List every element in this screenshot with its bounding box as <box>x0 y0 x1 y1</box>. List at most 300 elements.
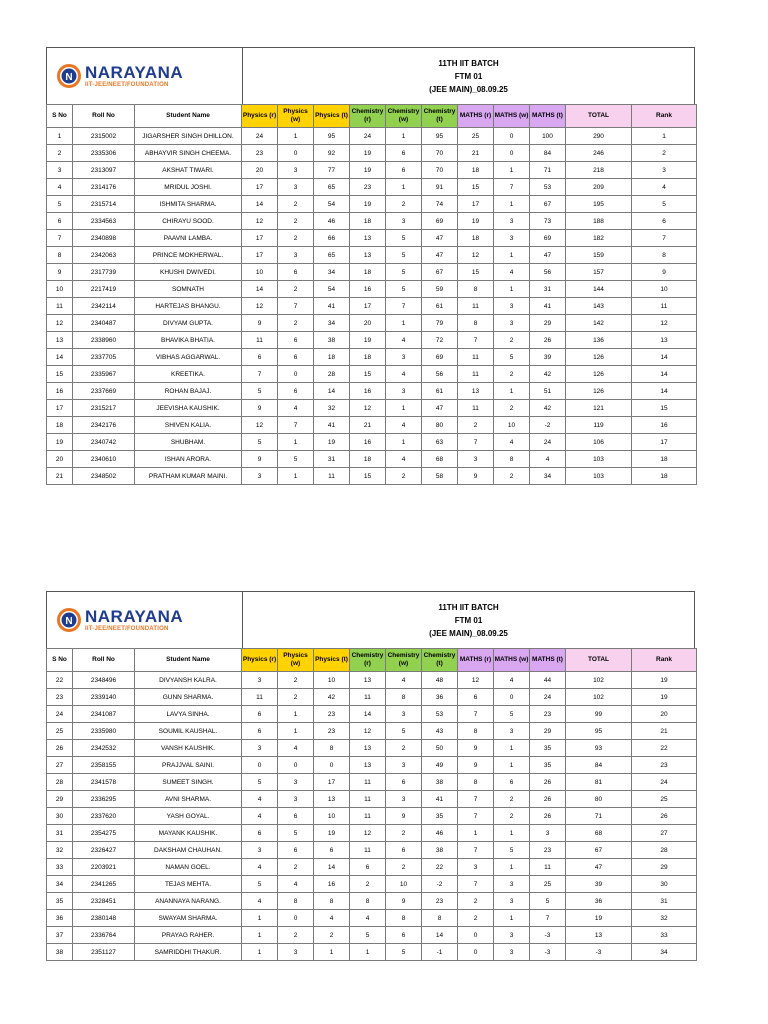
cell-roll-no: 2358155 <box>73 757 135 774</box>
cell-chemistry-r: 24 <box>350 128 386 145</box>
table-row <box>47 468 697 485</box>
cell-total: 95 <box>566 723 632 740</box>
cell-total: 182 <box>566 230 632 247</box>
cell-chemistry-t: 47 <box>422 247 458 264</box>
cell-chemistry-w: 7 <box>386 298 422 315</box>
cell-student-name: AKSHAT TIWARI. <box>135 162 242 179</box>
cell-maths-w: 0 <box>494 689 530 706</box>
cell-maths-t: 53 <box>530 179 566 196</box>
cell-chemistry-r: 1 <box>350 944 386 961</box>
cell-maths-w: 4 <box>494 672 530 689</box>
table-row <box>47 366 697 383</box>
cell-total: -3 <box>566 944 632 961</box>
table-row <box>47 264 697 281</box>
cell-physics-r: 20 <box>242 162 278 179</box>
cell-chemistry-r: 8 <box>350 893 386 910</box>
cell-physics-r: 14 <box>242 281 278 298</box>
cell-maths-r: 13 <box>458 383 494 400</box>
cell-chemistry-r: 16 <box>350 281 386 298</box>
cell-student-name: PRATHAM KUMAR MAINI. <box>135 468 242 485</box>
cell-maths-t: 7 <box>530 910 566 927</box>
cell-physics-t: 11 <box>314 468 350 485</box>
cell-physics-t: 14 <box>314 383 350 400</box>
cell-sno: 34 <box>47 876 73 893</box>
cell-roll-no: 2313097 <box>73 162 135 179</box>
cell-maths-w: 5 <box>494 842 530 859</box>
table-row <box>47 400 697 417</box>
header-physics-t: Physics (t) <box>314 105 350 128</box>
result-sheet-2 <box>46 591 695 961</box>
cell-sno: 16 <box>47 383 73 400</box>
cell-maths-w: 1 <box>494 383 530 400</box>
cell-roll-no: 2334563 <box>73 213 135 230</box>
cell-maths-w: 4 <box>494 434 530 451</box>
cell-student-name: HARTEJAS BHANGU. <box>135 298 242 315</box>
cell-physics-t: 2 <box>314 927 350 944</box>
table-row <box>47 213 697 230</box>
cell-physics-w: 6 <box>278 383 314 400</box>
cell-rank: 33 <box>632 927 697 944</box>
cell-maths-r: 2 <box>458 417 494 434</box>
cell-physics-t: 0 <box>314 757 350 774</box>
cell-chemistry-r: 11 <box>350 774 386 791</box>
cell-chemistry-w: 3 <box>386 791 422 808</box>
cell-total: 157 <box>566 264 632 281</box>
cell-maths-r: 1 <box>458 825 494 842</box>
cell-rank: 1 <box>632 128 697 145</box>
cell-chemistry-t: 48 <box>422 672 458 689</box>
cell-total: 126 <box>566 366 632 383</box>
cell-physics-w: 7 <box>278 417 314 434</box>
header-chemistry-t: Chemistry (t) <box>422 649 458 672</box>
cell-student-name: SOMNATH <box>135 281 242 298</box>
cell-rank: 3 <box>632 162 697 179</box>
cell-maths-r: 3 <box>458 859 494 876</box>
cell-physics-t: 54 <box>314 281 350 298</box>
cell-maths-r: 18 <box>458 162 494 179</box>
cell-student-name: PRINCE MOKHERWAL. <box>135 247 242 264</box>
cell-roll-no: 2351127 <box>73 944 135 961</box>
cell-maths-t: 42 <box>530 366 566 383</box>
cell-student-name: CHIRAYU SOOD. <box>135 213 242 230</box>
cell-student-name: JEEVISHA KAUSHIK. <box>135 400 242 417</box>
cell-chemistry-t: 49 <box>422 757 458 774</box>
cell-physics-w: 0 <box>278 366 314 383</box>
logo-cell <box>47 48 243 104</box>
cell-physics-t: 8 <box>314 893 350 910</box>
cell-physics-t: 92 <box>314 145 350 162</box>
narayana-emblem-icon <box>56 607 82 633</box>
cell-maths-r: 11 <box>458 366 494 383</box>
cell-sno: 35 <box>47 893 73 910</box>
cell-chemistry-t: 63 <box>422 434 458 451</box>
table-row <box>47 842 697 859</box>
cell-physics-r: 0 <box>242 757 278 774</box>
cell-chemistry-r: 19 <box>350 332 386 349</box>
header-maths-r: MATHS (r) <box>458 105 494 128</box>
cell-physics-w: 1 <box>278 434 314 451</box>
header-roll-no: Roll No <box>73 649 135 672</box>
cell-total: 47 <box>566 859 632 876</box>
cell-roll-no: 2315002 <box>73 128 135 145</box>
header-maths-w: MATHS (w) <box>494 105 530 128</box>
cell-physics-t: 95 <box>314 128 350 145</box>
table-row <box>47 128 697 145</box>
cell-chemistry-r: 2 <box>350 876 386 893</box>
cell-chemistry-t: 22 <box>422 859 458 876</box>
cell-chemistry-w: 1 <box>386 128 422 145</box>
cell-maths-w: 6 <box>494 774 530 791</box>
cell-rank: 17 <box>632 434 697 451</box>
cell-maths-r: 8 <box>458 723 494 740</box>
cell-maths-r: 11 <box>458 349 494 366</box>
cell-physics-w: 5 <box>278 825 314 842</box>
cell-chemistry-r: 23 <box>350 179 386 196</box>
cell-rank: 14 <box>632 366 697 383</box>
cell-chemistry-w: 3 <box>386 383 422 400</box>
cell-student-name: VIBHAS AGGARWAL. <box>135 349 242 366</box>
cell-total: 68 <box>566 825 632 842</box>
cell-physics-t: 65 <box>314 179 350 196</box>
table-row <box>47 757 697 774</box>
cell-roll-no: 2342532 <box>73 740 135 757</box>
exam-date-title: (JEE MAIN)_08.09.25 <box>429 84 508 94</box>
header-rank: Rank <box>632 649 697 672</box>
cell-physics-t: 1 <box>314 944 350 961</box>
cell-roll-no: 2315714 <box>73 196 135 213</box>
cell-total: 102 <box>566 672 632 689</box>
cell-student-name: NAMAN GOEL. <box>135 859 242 876</box>
cell-maths-w: 0 <box>494 128 530 145</box>
cell-sno: 6 <box>47 213 73 230</box>
cell-maths-w: 2 <box>494 468 530 485</box>
cell-roll-no: 2315217 <box>73 400 135 417</box>
cell-chemistry-r: 11 <box>350 689 386 706</box>
cell-total: 93 <box>566 740 632 757</box>
cell-maths-w: 1 <box>494 757 530 774</box>
batch-title: 11TH IIT BATCH <box>438 602 499 612</box>
cell-physics-r: 5 <box>242 876 278 893</box>
table-row <box>47 145 697 162</box>
table-row <box>47 451 697 468</box>
cell-physics-w: 4 <box>278 876 314 893</box>
cell-roll-no: 2342176 <box>73 417 135 434</box>
cell-chemistry-t: 50 <box>422 740 458 757</box>
cell-sno: 9 <box>47 264 73 281</box>
cell-maths-w: 5 <box>494 349 530 366</box>
cell-roll-no: 2317739 <box>73 264 135 281</box>
cell-total: 103 <box>566 468 632 485</box>
cell-maths-r: 2 <box>458 910 494 927</box>
table-row <box>47 247 697 264</box>
cell-maths-w: 1 <box>494 162 530 179</box>
cell-physics-r: 9 <box>242 451 278 468</box>
cell-sno: 26 <box>47 740 73 757</box>
table-body <box>47 672 697 961</box>
cell-physics-t: 34 <box>314 315 350 332</box>
cell-student-name: VANSH KAUSHIK. <box>135 740 242 757</box>
cell-maths-w: 1 <box>494 910 530 927</box>
cell-roll-no: 2337620 <box>73 808 135 825</box>
cell-maths-r: 25 <box>458 128 494 145</box>
cell-total: 121 <box>566 400 632 417</box>
cell-chemistry-w: 5 <box>386 281 422 298</box>
cell-roll-no: 2380148 <box>73 910 135 927</box>
cell-maths-t: 73 <box>530 213 566 230</box>
cell-roll-no: 2328451 <box>73 893 135 910</box>
cell-chemistry-w: 4 <box>386 672 422 689</box>
cell-physics-t: 32 <box>314 400 350 417</box>
cell-physics-t: 42 <box>314 689 350 706</box>
cell-physics-r: 17 <box>242 247 278 264</box>
table-row <box>47 417 697 434</box>
cell-physics-t: 77 <box>314 162 350 179</box>
cell-maths-r: 12 <box>458 672 494 689</box>
result-sheet-1 <box>46 47 695 485</box>
cell-chemistry-w: 2 <box>386 468 422 485</box>
cell-physics-t: 4 <box>314 910 350 927</box>
cell-chemistry-r: 18 <box>350 213 386 230</box>
cell-student-name: PAAVNI LAMBA. <box>135 230 242 247</box>
cell-rank: 20 <box>632 706 697 723</box>
cell-chemistry-t: 91 <box>422 179 458 196</box>
header-physics-w: Physics (w) <box>278 105 314 128</box>
cell-rank: 11 <box>632 298 697 315</box>
cell-student-name: ISHMITA SHARMA. <box>135 196 242 213</box>
cell-physics-w: 0 <box>278 145 314 162</box>
cell-physics-r: 1 <box>242 927 278 944</box>
cell-chemistry-w: 9 <box>386 893 422 910</box>
cell-chemistry-t: 8 <box>422 910 458 927</box>
cell-physics-w: 7 <box>278 298 314 315</box>
cell-student-name: DIVYANSH KALRA. <box>135 672 242 689</box>
cell-maths-w: 3 <box>494 298 530 315</box>
cell-maths-w: 3 <box>494 723 530 740</box>
cell-physics-w: 3 <box>278 247 314 264</box>
table-row <box>47 689 697 706</box>
header-physics-r: Physics (r) <box>242 105 278 128</box>
cell-total: 81 <box>566 774 632 791</box>
cell-maths-w: 2 <box>494 366 530 383</box>
cell-maths-r: 9 <box>458 468 494 485</box>
table-row <box>47 774 697 791</box>
cell-chemistry-w: 5 <box>386 264 422 281</box>
cell-physics-r: 3 <box>242 672 278 689</box>
cell-physics-t: 14 <box>314 859 350 876</box>
cell-roll-no: 2340487 <box>73 315 135 332</box>
cell-total: 143 <box>566 298 632 315</box>
cell-chemistry-t: 95 <box>422 128 458 145</box>
cell-chemistry-w: 8 <box>386 910 422 927</box>
cell-rank: 13 <box>632 332 697 349</box>
cell-chemistry-w: 1 <box>386 434 422 451</box>
cell-roll-no: 2340610 <box>73 451 135 468</box>
cell-maths-t: 31 <box>530 281 566 298</box>
cell-roll-no: 2326427 <box>73 842 135 859</box>
cell-maths-w: 2 <box>494 791 530 808</box>
cell-physics-t: 46 <box>314 213 350 230</box>
cell-physics-w: 4 <box>278 740 314 757</box>
cell-physics-r: 23 <box>242 145 278 162</box>
cell-chemistry-w: 1 <box>386 179 422 196</box>
cell-chemistry-r: 18 <box>350 451 386 468</box>
cell-sno: 4 <box>47 179 73 196</box>
cell-chemistry-w: 4 <box>386 451 422 468</box>
cell-maths-w: 1 <box>494 247 530 264</box>
cell-sno: 33 <box>47 859 73 876</box>
cell-chemistry-t: 72 <box>422 332 458 349</box>
cell-student-name: SWAYAM SHARMA. <box>135 910 242 927</box>
cell-maths-w: 0 <box>494 145 530 162</box>
cell-student-name: GUNN SHARMA. <box>135 689 242 706</box>
cell-total: 80 <box>566 791 632 808</box>
cell-maths-r: 7 <box>458 434 494 451</box>
cell-chemistry-w: 6 <box>386 842 422 859</box>
cell-physics-t: 13 <box>314 791 350 808</box>
cell-total: 67 <box>566 842 632 859</box>
cell-roll-no: 2340898 <box>73 230 135 247</box>
cell-maths-t: 26 <box>530 808 566 825</box>
cell-physics-w: 2 <box>278 315 314 332</box>
cell-maths-r: 11 <box>458 298 494 315</box>
sheet-header <box>46 47 695 104</box>
narayana-logo <box>56 63 183 89</box>
cell-roll-no: 2341087 <box>73 706 135 723</box>
cell-chemistry-r: 19 <box>350 196 386 213</box>
cell-chemistry-w: 3 <box>386 349 422 366</box>
table-row <box>47 944 697 961</box>
cell-sno: 10 <box>47 281 73 298</box>
cell-roll-no: 2337705 <box>73 349 135 366</box>
cell-roll-no: 2337669 <box>73 383 135 400</box>
cell-roll-no: 2341578 <box>73 774 135 791</box>
cell-rank: 34 <box>632 944 697 961</box>
cell-sno: 14 <box>47 349 73 366</box>
table-row <box>47 723 697 740</box>
cell-physics-w: 3 <box>278 162 314 179</box>
cell-rank: 14 <box>632 383 697 400</box>
cell-roll-no: 2341265 <box>73 876 135 893</box>
cell-maths-t: 51 <box>530 383 566 400</box>
cell-student-name: ABHAYVIR SINGH CHEEMA. <box>135 145 242 162</box>
cell-chemistry-w: 5 <box>386 944 422 961</box>
cell-maths-w: 3 <box>494 893 530 910</box>
cell-chemistry-r: 6 <box>350 859 386 876</box>
cell-chemistry-t: 58 <box>422 468 458 485</box>
table-row <box>47 230 697 247</box>
cell-rank: 8 <box>632 247 697 264</box>
cell-chemistry-r: 13 <box>350 740 386 757</box>
cell-sno: 28 <box>47 774 73 791</box>
table-row <box>47 825 697 842</box>
header-physics-t: Physics (t) <box>314 649 350 672</box>
header-student-name: Student Name <box>135 105 242 128</box>
cell-maths-w: 4 <box>494 264 530 281</box>
cell-roll-no: 2336764 <box>73 927 135 944</box>
cell-sno: 37 <box>47 927 73 944</box>
cell-roll-no: 2336295 <box>73 791 135 808</box>
cell-student-name: AVNI SHARMA. <box>135 791 242 808</box>
cell-chemistry-r: 12 <box>350 825 386 842</box>
cell-roll-no: 2314176 <box>73 179 135 196</box>
cell-physics-w: 6 <box>278 808 314 825</box>
cell-maths-t: -2 <box>530 417 566 434</box>
cell-chemistry-t: 43 <box>422 723 458 740</box>
cell-sno: 15 <box>47 366 73 383</box>
cell-physics-w: 5 <box>278 451 314 468</box>
cell-maths-w: 3 <box>494 230 530 247</box>
cell-roll-no: 2335306 <box>73 145 135 162</box>
cell-rank: 5 <box>632 196 697 213</box>
cell-chemistry-t: 38 <box>422 842 458 859</box>
cell-total: 142 <box>566 315 632 332</box>
cell-maths-t: 41 <box>530 298 566 315</box>
cell-maths-r: 7 <box>458 706 494 723</box>
cell-total: 84 <box>566 757 632 774</box>
cell-physics-t: 41 <box>314 417 350 434</box>
cell-maths-t: 35 <box>530 740 566 757</box>
cell-physics-w: 1 <box>278 706 314 723</box>
cell-sno: 27 <box>47 757 73 774</box>
cell-physics-r: 7 <box>242 366 278 383</box>
table-row <box>47 706 697 723</box>
cell-student-name: ROHAN BAJAJ. <box>135 383 242 400</box>
logo-cell <box>47 592 243 648</box>
table-row <box>47 434 697 451</box>
cell-sno: 7 <box>47 230 73 247</box>
cell-maths-t: -3 <box>530 944 566 961</box>
cell-chemistry-r: 13 <box>350 672 386 689</box>
cell-chemistry-t: 70 <box>422 162 458 179</box>
svg-text:N: N <box>65 616 73 627</box>
cell-physics-r: 6 <box>242 349 278 366</box>
cell-total: 99 <box>566 706 632 723</box>
cell-physics-r: 3 <box>242 740 278 757</box>
svg-text:N: N <box>65 72 73 83</box>
cell-rank: 6 <box>632 213 697 230</box>
cell-maths-t: -3 <box>530 927 566 944</box>
cell-chemistry-t: 23 <box>422 893 458 910</box>
cell-physics-w: 2 <box>278 672 314 689</box>
cell-sno: 2 <box>47 145 73 162</box>
cell-total: 119 <box>566 417 632 434</box>
cell-maths-t: 47 <box>530 247 566 264</box>
table-row <box>47 349 697 366</box>
cell-rank: 7 <box>632 230 697 247</box>
cell-chemistry-r: 18 <box>350 349 386 366</box>
cell-chemistry-r: 11 <box>350 808 386 825</box>
cell-total: 19 <box>566 910 632 927</box>
cell-total: 126 <box>566 383 632 400</box>
table-row <box>47 383 697 400</box>
header-rank: Rank <box>632 105 697 128</box>
table-row <box>47 179 697 196</box>
cell-rank: 10 <box>632 281 697 298</box>
cell-total: 103 <box>566 451 632 468</box>
header-chemistry-t: Chemistry (t) <box>422 105 458 128</box>
header-maths-w: MATHS (w) <box>494 649 530 672</box>
cell-sno: 12 <box>47 315 73 332</box>
cell-physics-r: 11 <box>242 689 278 706</box>
cell-sno: 13 <box>47 332 73 349</box>
cell-roll-no: 2335967 <box>73 366 135 383</box>
cell-roll-no: 2335980 <box>73 723 135 740</box>
cell-rank: 23 <box>632 757 697 774</box>
cell-maths-t: 11 <box>530 859 566 876</box>
header-maths-t: MATHS (t) <box>530 649 566 672</box>
cell-maths-w: 3 <box>494 927 530 944</box>
cell-roll-no: 2354275 <box>73 825 135 842</box>
